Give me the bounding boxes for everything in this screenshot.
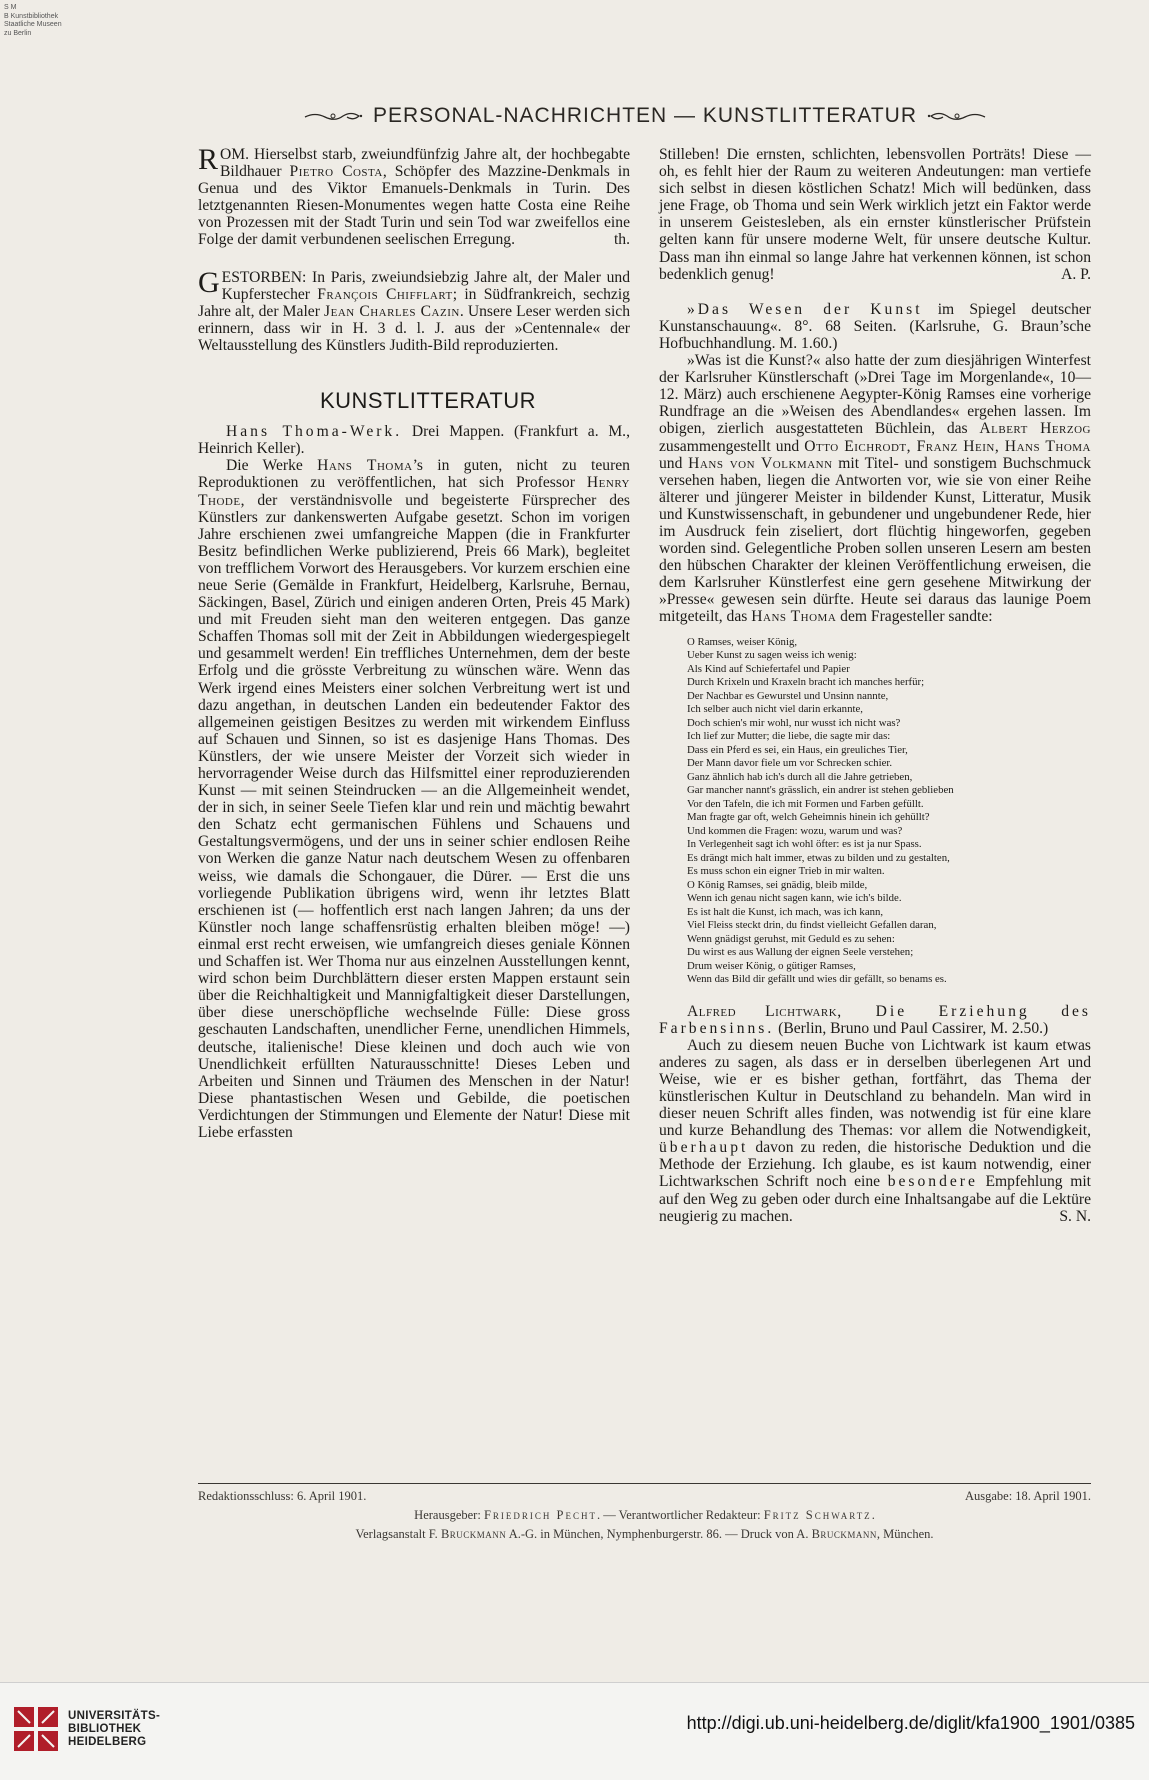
poem-line: Wenn gnädigst geruhst, mit Geduld es zu sehen: (687, 932, 895, 945)
publisher-name: Bruckmann (811, 1527, 877, 1541)
book-reference (659, 301, 1091, 352)
imprint-editors (198, 1508, 1091, 1523)
stamp-line: S M (4, 4, 17, 11)
text-run: ’s in guten, nicht zu teuren Reproduktionen zu veröffentlichen, hat sich Professor (198, 457, 630, 492)
poem-line: O Ramses, weiser König, (687, 635, 798, 648)
poem-line: In Verlegenheit sagt ich wohl öfter: es ist ja nur Spass. (687, 838, 922, 851)
text-run: , Schöpfer des Mazzine-Denkmals in Genua und des Viktor Emanuels-Denkmals in Turin. Des letztgenannten Riesen-Monumentes wegen hatte Costa eine Reihe von Prozessen mit der Stadt Turin und sein Tod war zweifellos eine Folge der damit verbundenen seelischen Erregung. (198, 163, 630, 249)
person-name: Albert Herzog (979, 420, 1091, 438)
poem-line: Ueber Kunst zu sagen weiss ich wenig: (687, 649, 857, 662)
poem-line: Vor den Tafeln, die ich mit Formen und Farben gefüllt. (687, 797, 924, 810)
imprint-publisher (198, 1527, 1091, 1542)
spaced-title: , Die Erziehung des Farbensinns. (659, 1002, 1091, 1037)
editor-name: Friedrich Pecht (483, 1508, 597, 1522)
signature: th. (613, 231, 630, 249)
viewer-footer (0, 1682, 1149, 1780)
library-name (68, 1710, 160, 1749)
text-run: Verlagsanstalt F. (355, 1527, 441, 1541)
text-run: Stilleben! Die ernsten, schlichten, lebensvollen Porträts! Diese — oh, es fehlt hier der Raum zu weiteren Andeutungen: man vertiefe sich selbst in diesen köstlichen Schatz! Mich will bedünken, dass jene Frage, ob Thoma und sein Werk wirklich jetzt ein Faktor werde in unserem Geistesleben, als ein ernster künstlerischer Prüfstein gelten kann für unsere moderne Welt, für unsere deutsche Kultur. Dass man ihn einmal so lange Jahre hat verkennen können, ist schon bedenklich genug! (659, 146, 1091, 283)
text-run: . (871, 1508, 875, 1522)
text-run: , der verständnisvolle und begeisterte Fürsprecher des Künstlers zur dankenswerten Aufgabe gesetzt. Schon im vorigen Jahre erschienen zwei umfangreiche Mappen (die in Frankfurter Besitz befindlichen Werke publizierend, Preis 66 Mark), begleitet von trefflichem Vorwort des Herausgebers. Vor kurzem erschien eine neue Serie (Gemälde in Frankfurt, Heidelberg, Karlsruhe, Bernau, Säckingen, Basel, Zürich und einigen anderen Orten, Preis 45 Mark) und mit Freuden sieht man den weiteren entgegen. Das ganze Schaffen Thomas soll mit der Zeit in Abbildungen wiedergespiegelt und gesammelt werden! Ein treffliches Unternehmen, dem der beste Erfolg und die grösste Verbreitung zu wünschen wäre. Wenn das Werk irgend eines Meisters einer solchen Verbreitung wert ist und dazu angethan, in deutschen Landen ein bedeutender Faktor des allgemeinen geistigen Besitzes zu werden mit wirkendem Einfluss auf Schauen und Sinnen, so ist es dasjenige Hans Thomas. Des Künstlers, der wie unsere Meister der Vorzeit sich wieder in hervorragender Weise durch das Hilfsmittel einer reproduzierenden Kunst — mit seinen Steindrucken — an die Allgemeinheit wendet, der in sich, in seiner Seele Tiefen klar und rein und mächtig bewahrt den Schatz echt germanischen Fühlens und Schauens und Gestaltungsvermögens, und der uns in seiner schier endlosen Reihe von Werken die ganze Natur nach deutschem Wesen zu offenbaren weiss, wie damals die Schongauer, die Dürer. — Erst die uns vorliegende Publikation übrigens wird, wenn ihr letztes Blatt erschienen ist (— hoffentlich erst nach langen Jahren; da uns der Künstler noch lange schaffensrüstig erhalten bleiben möge! —) einmal erst recht erweisen, wie umfangreich dieses geniale Können und Schaffen ist. Wer Thoma nur aus einzelnen Ausstellungen kennt, wird schon beim Durchblättern dieser ersten Mappen erstaunt sein über die Reichhaltigkeit und Mannigfaltigkeit dieser Darstellungen, über diese unerschöpfliche wechselnde Fülle: Diese gross geschauten Landschaften, unendlicher Ferne, unendlichen Himmels, deutsche, italienische! Diese kleinen und doch auch wie von Unendlichkeit erfüllten Naturausschnitte! Dieses Leben und Arbeiten und Sinnen und Träumen des Menschen in der Natur! Diese phantastischen Wesen und Gebilde, die poetischen Verdichtungen der Stimmungen und Elemente der Natur! Diese mit Liebe erfassten (198, 491, 630, 1141)
text-run: ESTORBEN: In Paris, zweiundsiebzig Jahre alt, der Maler und Kupferstecher (221, 268, 630, 303)
page-title: PERSONAL-NACHRICHTEN — KUNSTLITTERATUR (373, 104, 917, 127)
text-run: zusammengestellt und (659, 437, 805, 455)
poem-line: O König Ramses, sei gnädig, bleib milde, (687, 878, 868, 891)
imprint-rule (198, 1483, 1091, 1484)
person-name: Hans von Volkmann (688, 454, 833, 472)
publisher-name: Bruckmann (440, 1527, 507, 1541)
poem-line: Ganz ähnlich hab ich's durch all die Jahre getrieben, (687, 770, 913, 783)
library-logo-icon (14, 1707, 58, 1751)
section-heading: KUNSTLITTERATUR (319, 388, 537, 414)
poem-line: Wenn das Bild dir gefällt und wies dir gefällt, so benams es. (687, 973, 947, 986)
running-header (230, 103, 1060, 129)
permalink[interactable]: http://digi.ub.uni-heidelberg.de/diglit/kfa1900_1901/0385 (686, 1713, 1135, 1733)
right-ornament-icon (927, 108, 987, 124)
stamp-line: zu Berlin (4, 29, 32, 37)
poem-line: Doch schien's mir wohl, nur wusst ich nicht was? (687, 716, 901, 729)
text-run: Auch zu diesem neuen Buche von Lichtwark ist kaum etwas anderes zu sagen, als dass er in derselben überlegenen Art und Weise, wie er es bisher gethan, fortfährt, das Thema der künstlerischen Kultur in Deutschland zu behandeln. Man wird in dieser neuen Schrift alles finden, was notwendig ist für eine klare und kurze Behandlung des Themas: vor allem die Notwendigkeit, (659, 1036, 1091, 1140)
stamp-line: B Kunstbibliothek (4, 12, 59, 20)
person-name: Hans Thoma (751, 608, 837, 626)
poem-line: Man fragte gar oft, welch Geheimnis hinein ich gehüllt? (687, 811, 930, 824)
poem-line: Als Kind auf Schiefertafel und Papier (687, 662, 850, 675)
poem-line: Es ist halt die Kunst, ich mach, was ich kann, (687, 905, 884, 918)
left-ornament-icon (303, 108, 363, 124)
text-run: Die Werke (226, 457, 318, 475)
text-run: »Was ist die Kunst?« also hatte der zum diesjährigen Winterfest der Karlsruher Künstlerschaft (»Drei Tage im Morgenlande«, 10—12. März) auch erschienene Aegypter-König Ramses eine vorherige Rundfrage an die »Weisen des Abendlandes« ergehen lassen. Im obigen, zierlich ausgestatteten Büchlein, das (659, 352, 1091, 438)
poem-line: Durch Krixeln und Kraxeln bracht ich manches herfür; (687, 676, 925, 689)
text-run: im Spiegel deutscher Kunstanschauung«. 8°. 68 Seiten. (Karlsruhe, G. Braun’sche Hofbuchhandlung. M. 1.60.) (659, 300, 1091, 352)
signature: S. N. (1059, 1207, 1091, 1225)
editorial-deadline: Redaktionsschluss: 6. April 1901. (198, 1489, 367, 1503)
spaced-word: besondere (887, 1173, 978, 1191)
poem-line: Gar mancher nannt's grässlich, ein andrer ist stehen geblieben (687, 784, 954, 797)
text-run: . Unsere Leser werden sich erinnern, dass wir in H. 3 d. l. J. aus der »Centennale« der Weltausstellung des Künstlers Judith-Bild reproduzierten. (198, 302, 631, 354)
stamp-line: Staatliche Museen (4, 21, 62, 28)
person-name: Hans Thoma (317, 457, 413, 475)
person-name: Alfred Lichtwark (687, 1002, 838, 1020)
person-name: Jean Charles Cazin (324, 302, 460, 320)
person-name: Otto Eichrodt, Franz Hein, Hans Thoma (804, 437, 1091, 455)
text-run: OM. Hierselbst starb, zweiundfünfzig Jahre alt, der hochbegabte Bildhauer (220, 146, 630, 181)
person-name: Henry Thode (198, 474, 630, 509)
logo-line: BIBLIOTHEK (68, 1722, 142, 1735)
text-run: dem Fragesteller sandte: (836, 608, 993, 626)
text-run: . — Verantwortlicher Redakteur: (596, 1508, 764, 1522)
left-column (198, 143, 631, 1141)
poem-line: Der Mann davor fiele um vor Schrecken schier. (687, 757, 893, 770)
text-run: Empfehlung mit auf den Weg zu geben oder durch eine Inhaltsangabe auf die Lektüre neugierig zu machen. (659, 1173, 1091, 1225)
poem-line: Und kommen die Fragen: wozu, warum und was? (687, 824, 903, 837)
poem-line: Es muss schon ein eigner Trieb in mir walten. (687, 865, 885, 878)
poem (687, 636, 1091, 987)
text-run: (Berlin, Bruno und Paul Cassirer, M. 2.50.) (774, 1019, 1049, 1037)
book-reference (198, 423, 630, 457)
issue-date: Ausgabe: 18. April 1901. (964, 1489, 1091, 1503)
spaced-word: überhaupt (659, 1139, 749, 1157)
spaced-title: »Das Wesen der Kunst (687, 300, 923, 318)
poem-line: Viel Fleiss steckt drin, du findst vielleicht Gefallen daran, (687, 919, 937, 932)
person-name: François Chifflart (317, 285, 453, 303)
review-paragraph (198, 457, 630, 1141)
poem-line: Es drängt mich halt immer, etwas zu bilden und zu gestalten, (687, 851, 950, 864)
review-continuation (659, 146, 1091, 283)
text-run: Drei Mappen. (Frankfurt a. M., Heinrich Keller). (198, 423, 630, 458)
signature: A. P. (1061, 265, 1091, 283)
text-run: A.-G. in München, Nymphenburgerstr. 86. — Druck von A. (506, 1527, 812, 1541)
spaced-title: Hans Thoma-Werk. (226, 423, 403, 441)
right-column (659, 146, 1091, 1225)
text-run: , München. (876, 1527, 934, 1541)
text-run: Herausgeber: (414, 1508, 484, 1522)
library-stamp (4, 4, 62, 38)
review-paragraph (659, 1037, 1091, 1225)
poem-line: Du wirst es aus Wallung der eignen Seele verstehen; (687, 946, 914, 959)
drop-cap: R (198, 143, 219, 176)
book-reference (659, 1003, 1091, 1037)
person-name: Pietro Costa (289, 163, 383, 181)
poem-line: Drum weiser König, o gütiger Ramses, (687, 959, 856, 972)
poem-line: Ich selber auch nicht viel darin erkannte, (687, 703, 863, 716)
poem-line: Ich lief zur Mutter; die liebe, die sagte mir das: (687, 730, 891, 743)
imprint-dates (198, 1489, 1091, 1504)
poem-line: Wenn ich genau nicht sagen kann, wie ich's bilde. (687, 892, 902, 905)
notice-rom (198, 143, 630, 249)
poem-line: Der Nachbar es Gewurstel und Unsinn nannte, (687, 689, 889, 702)
drop-cap: G (198, 265, 220, 299)
logo-line: UNIVERSITÄTS- (68, 1709, 161, 1722)
poem-line: Dass ein Pferd es sei, ein Haus, ein greuliches Tier, (687, 743, 908, 756)
logo-line: HEIDELBERG (68, 1735, 147, 1748)
notice-gestorben (198, 265, 631, 354)
review-paragraph (659, 352, 1091, 626)
library-logo[interactable] (14, 1707, 160, 1751)
text-run: und (659, 454, 689, 472)
text-run: davon zu reden, die historische Deduktion und die Methode der Erziehung. Ich glaube, es ist kaum notwendig, einer Lichtwarkschen Schrift noch eine (659, 1139, 1091, 1191)
text-run: mit Titel- und sonstigem Buchschmuck versehen haben, liegen die Antworten vor, wie sie von einer Reihe älterer und jüngerer Meister in bildender Kunst, Litteratur, Musik und Kunstwissenschaft, in gebundener und ungebundener Rede, hier im Ausdruck fein ziseliert, dort flüchtig hingeworfen, gegeben worden sind. Gelegentliche Proben sollen unseren Lesern am besten den hübschen Charakter der kleinen Veröffentlichung erweisen, die dem Karlsruher Künstlerfest eine gern gesehene Mitwirkung der »Presse« gewesen sein dürfte. Heute sei daraus das launige Poem mitgeteilt, das (659, 454, 1091, 626)
editor-name: Fritz Schwartz (763, 1508, 872, 1522)
text-run: ; in Südfrankreich, sechzig Jahre alt, der Maler (198, 285, 630, 320)
